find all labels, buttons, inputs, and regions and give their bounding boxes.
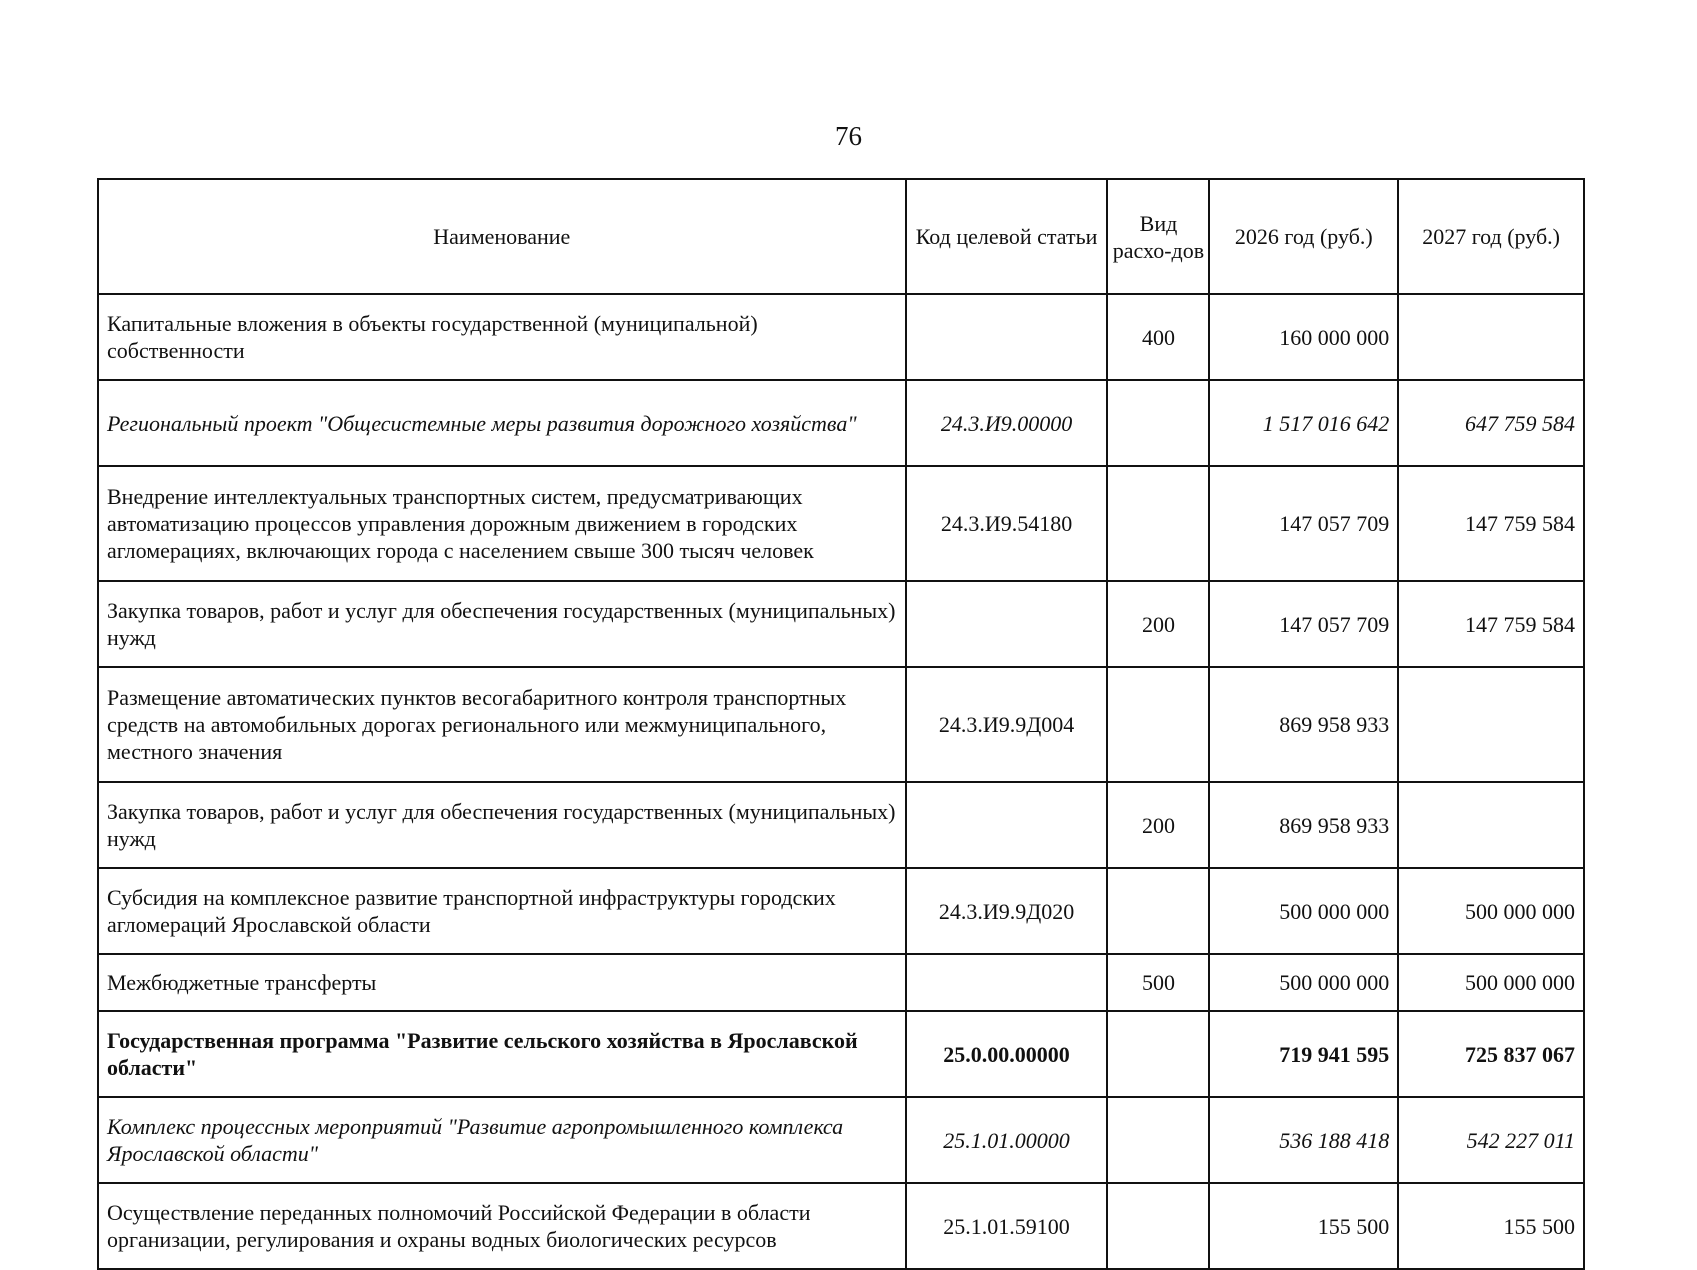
table-row [98, 782, 1584, 868]
cell-amount-2027: 155 500 [1398, 1183, 1584, 1269]
table-row [98, 1011, 1584, 1097]
cell-code [906, 294, 1108, 380]
table-header-row [98, 179, 1584, 294]
cell-amount-2027: 542 227 011 [1398, 1097, 1584, 1183]
cell-name: Капитальные вложения в объекты государственной (муниципальной) собственности [98, 294, 906, 380]
cell-code [906, 581, 1108, 667]
cell-amount-2027: 500 000 000 [1398, 954, 1584, 1011]
cell-code: 24.3.И9.9Д020 [906, 868, 1108, 954]
cell-code [906, 954, 1108, 1011]
cell-code: 24.3.И9.54180 [906, 466, 1108, 581]
cell-expense-type: 200 [1107, 581, 1209, 667]
cell-amount-2026: 536 188 418 [1209, 1097, 1398, 1183]
cell-amount-2026: 500 000 000 [1209, 954, 1398, 1011]
cell-amount-2027: 725 837 067 [1398, 1011, 1584, 1097]
table-row [98, 294, 1584, 380]
cell-amount-2026: 719 941 595 [1209, 1011, 1398, 1097]
cell-name: Внедрение интеллектуальных транспортных систем, предусматривающих автоматизацию процессов управления дорожным движением в городских агломерациях, включающих города с населением свыше 300 тысяч человек [98, 466, 906, 581]
cell-name: Осуществление переданных полномочий Российской Федерации в области организации, регулирования и охраны водных биологических ресурсов [98, 1183, 906, 1269]
cell-amount-2027 [1398, 667, 1584, 782]
cell-name: Закупка товаров, работ и услуг для обеспечения государственных (муниципальных) нужд [98, 581, 906, 667]
header-kind: Вид расхо-дов [1107, 179, 1209, 294]
cell-expense-type [1107, 1011, 1209, 1097]
table-body [98, 294, 1584, 1269]
cell-amount-2026: 147 057 709 [1209, 581, 1398, 667]
cell-expense-type [1107, 1097, 1209, 1183]
cell-expense-type [1107, 380, 1209, 466]
table-row [98, 1183, 1584, 1269]
cell-name: Государственная программа "Развитие сельского хозяйства в Ярославской области" [98, 1011, 906, 1097]
cell-expense-type [1107, 868, 1209, 954]
table-row [98, 1097, 1584, 1183]
header-code: Код целевой статьи [906, 179, 1108, 294]
cell-amount-2027: 147 759 584 [1398, 466, 1584, 581]
cell-amount-2027: 147 759 584 [1398, 581, 1584, 667]
cell-amount-2026: 869 958 933 [1209, 782, 1398, 868]
cell-amount-2026: 160 000 000 [1209, 294, 1398, 380]
cell-expense-type [1107, 466, 1209, 581]
cell-expense-type [1107, 1183, 1209, 1269]
cell-code: 24.3.И9.00000 [906, 380, 1108, 466]
header-name: Наименование [98, 179, 906, 294]
cell-amount-2026: 1 517 016 642 [1209, 380, 1398, 466]
cell-name: Межбюджетные трансферты [98, 954, 906, 1011]
cell-expense-type: 500 [1107, 954, 1209, 1011]
table-row [98, 581, 1584, 667]
cell-amount-2027: 647 759 584 [1398, 380, 1584, 466]
cell-amount-2026: 869 958 933 [1209, 667, 1398, 782]
cell-code: 24.3.И9.9Д004 [906, 667, 1108, 782]
table-row [98, 954, 1584, 1011]
cell-amount-2026: 500 000 000 [1209, 868, 1398, 954]
cell-amount-2026: 147 057 709 [1209, 466, 1398, 581]
cell-name: Комплекс процессных мероприятий "Развитие агропромышленного комплекса Ярославской области" [98, 1097, 906, 1183]
cell-amount-2027: 500 000 000 [1398, 868, 1584, 954]
cell-amount-2027 [1398, 294, 1584, 380]
cell-name: Региональный проект "Общесистемные меры развития дорожного хозяйства" [98, 380, 906, 466]
table-row [98, 868, 1584, 954]
cell-code: 25.1.01.59100 [906, 1183, 1108, 1269]
cell-name: Субсидия на комплексное развитие транспортной инфраструктуры городских агломераций Ярославской области [98, 868, 906, 954]
cell-code [906, 782, 1108, 868]
page-number: 76 [835, 121, 862, 151]
cell-expense-type [1107, 667, 1209, 782]
cell-expense-type: 200 [1107, 782, 1209, 868]
cell-amount-2027 [1398, 782, 1584, 868]
table-row [98, 466, 1584, 581]
cell-amount-2026: 155 500 [1209, 1183, 1398, 1269]
budget-table [97, 178, 1585, 1270]
header-2026: 2026 год (руб.) [1209, 179, 1398, 294]
cell-code: 25.0.00.00000 [906, 1011, 1108, 1097]
cell-name: Закупка товаров, работ и услуг для обеспечения государственных (муниципальных) нужд [98, 782, 906, 868]
cell-name: Размещение автоматических пунктов весогабаритного контроля транспортных средств на автомобильных дорогах регионального или межмуниципального, местного значения [98, 667, 906, 782]
header-2027: 2027 год (руб.) [1398, 179, 1584, 294]
cell-expense-type: 400 [1107, 294, 1209, 380]
table-row [98, 667, 1584, 782]
cell-code: 25.1.01.00000 [906, 1097, 1108, 1183]
table-row [98, 380, 1584, 466]
